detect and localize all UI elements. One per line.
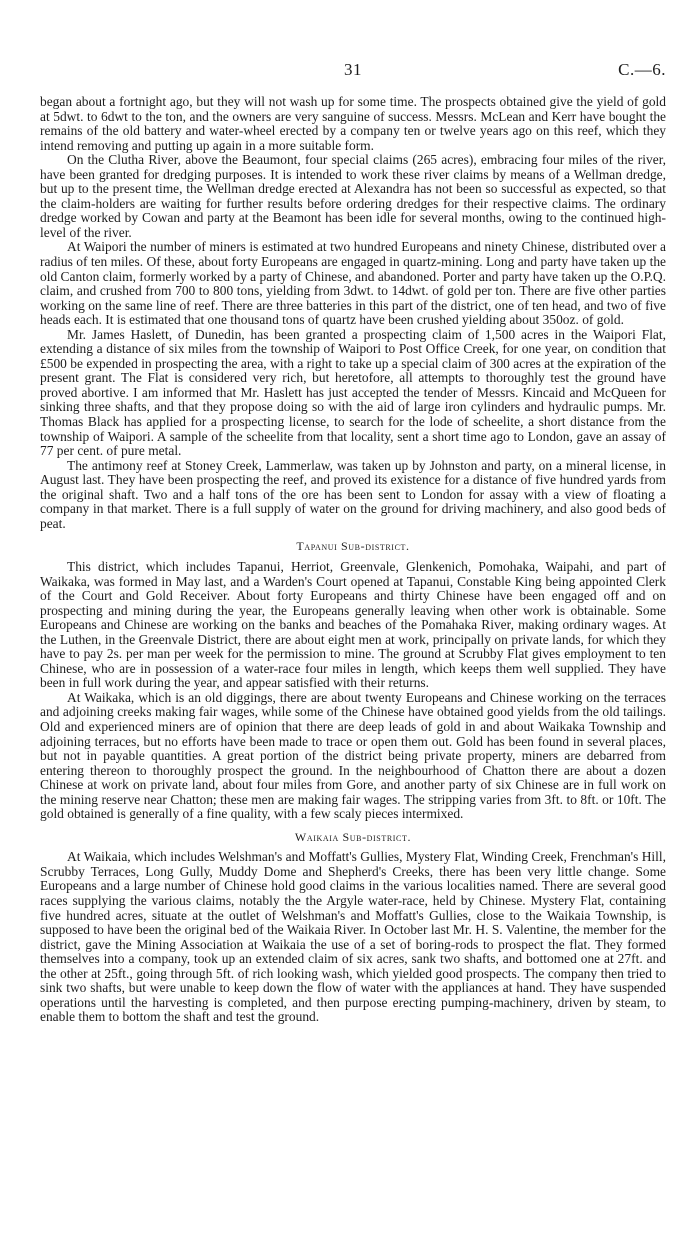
body-paragraph: At Waikaia, which includes Welshman's and Moffatt's Gullies, Mystery Flat, Winding Creek, Frenchman's Hill, Scrubby Terraces, Long Gully, Muddy Dome and Shepherd's Creeks, there has been very little change. Some Europeans and a large number of Chinese hold good claims in the various localities named. There are several good races supplying the various claims, notably the the Argyle water-race, held by Chinese. Mystery Flat, containing five hundred acres, situate at the outlet of Welshman's and Moffatt's Gullies, close to the Waikaia Township, is supposed to have been the original bed of the Waikaia River. In October last Mr. H. S. Valentine, the member for the district, gave the Mining Association at Waikaia the use of a set of boring-rods to prospect the flat. They formed themselves into a company, took up an extended claim of six acres, sank two shafts, and bottomed one at 27ft. and the other at 25ft., going through 5ft. of rich looking wash, which yielded good prospects. The company then tried to sink two shafts, but were unable to keep down the flow of water with the appliances at hand. They have suspended operations until the harvesting is completed, and then purpose erecting pumping-machinery, driven by steam, to enable them to bottom the shaft and test the ground. [40,849,666,1025]
body-paragraph: At Waikaka, which is an old diggings, there are about twenty Europeans and Chinese working on the terraces and adjoining creeks making fair wages, while some of the Chinese have obtained good yields from the old tailings. Old and experienced miners are of opinion that there are deep leads of gold in and about Waikaka Township and adjoining terraces, but no efforts have been made to trace or open them out. Gold has been found in several places, but not in payable quantities. A great portion of the district being private property, miners are debarred from entering thereon to thoroughly prospect the ground. In the neighbourhood of Chatton there are about a dozen Chinese at work on private land, about four miles from Gore, and another party of six Chinese are in full work on the mining reserve near Chatton; these men are making fair wages. The stripping varies from 3ft. to 8ft. or 10ft. The gold obtained is generally of a fine quality, with a few scaly pieces intermixed. [40,689,666,822]
page-body [40,95,666,1025]
document-reference: C.—6. [618,60,666,79]
body-paragraph: On the Clutha River, above the Beaumont, four special claims (265 acres), embracing four miles of the river, have been granted for dredging purposes. It is intended to work these river claims by means of a Wellman dredge, but up to the present time, the Wellman dredge erected at Alexandra has not been so successful as expected, so that the claim-holders are waiting for further results before ordering dredges for their respective claims. The ordinary dredge worked by Cowan and party at the Beamont has been idle for several months, owing to the continued high-level of the river. [40,152,666,240]
body-paragraph: At Waipori the number of miners is estimated at two hundred Europeans and ninety Chinese, distributed over a radius of ten miles. Of these, about forty Europeans are engaged in quartz-mining. Long and party have taken up the old Canton claim, formerly worked by a party of Chinese, and abandoned. Porter and party have taken up the O.P.Q. claim, and crushed from 700 to 800 tons, yielding from 3dwt. to 14dwt. of gold per ton. There are five other parties working on the same line of reef. There are three batteries in this part of the district, one of ten head, and two of five heads each. It is estimated that one thousand tons of quartz have been crushed yielding about 350oz. of gold. [40,239,666,328]
section-heading-waikaia: Waikaia Sub-district. [294,829,412,844]
section-heading-tapanui: Tapanui Sub-district. [296,539,410,554]
body-paragraph: Mr. James Haslett, of Dunedin, has been granted a prospecting claim of 1,500 acres in the Waipori Flat, extending a distance of six miles from the township of Waipori to Post Office Creek, for one year, on condition that £500 be expended in prospecting the area, with a right to take up a special claim of 300 acres at the expiration of the present grant. The Flat is considered very rich, but heretofore, all attempts to thoroughly test the ground have proved abortive. I am informed that Mr. Haslett has just accepted the tender of Messrs. Kincaid and McQueen for sinking three shafts, and that they propose doing so with the aid of large iron cylinders and hydraulic pumps. Mr. Thomas Black has applied for a prospecting license, to search for the lode of scheelite, a short distance from the township of Waipori. A sample of the scheelite from that locality, sent a short time ago to London, gave an assay of 77 per cent. of pure metal. [40,326,666,459]
body-paragraph: This district, which includes Tapanui, Herriot, Greenvale, Glenkenich, Pomohaka, Waipahi, and part of Waikaka, was formed in May last, and a Warden's Court opened at Tapanui, Constable King being appointed Clerk of the Court and Gold Receiver. About forty Europeans and thirty Chinese have been engaged off and on prospecting and mining during the year, the Europeans generally leaving when other work is obtainable. Some Europeans and Chinese are working on the banks and beaches of the Pomahaka River, making ordinary wages. At the Luthen, in the Greenvale District, there are about eight men at work, principally on private lands, for which they have to pay 2s. per man per week for the permission to mine. The ground at Scrubby Flat gives employment to ten Chinese, who are in possession of a water-race four miles in length, which keeps them well supplied. They have been in full work during the year, and appear satisfied with their returns. [40,558,666,691]
page-header [40,60,666,82]
page-number: 31 [344,60,362,79]
body-paragraph: The antimony reef at Stoney Creek, Lammerlaw, was taken up by Johnston and party, on a mineral license, in August last. They have been prospecting the reef, and proved its existence for a distance of five hundred yards from the original shaft. Two and a half tons of the ore has been sent to London for assay with a view of floating a company in that market. There is a full supply of water on the ground for driving machinery, and also good beds of peat. [40,457,666,531]
body-paragraph: began about a fortnight ago, but they will not wash up for some time. The prospects obtained give the yield of gold at 5dwt. to 6dwt to the ton, and the owners are very sanguine of success. Messrs. McLean and Kerr have bought the remains of the old battery and water-wheel erected by a company ten or twelve years ago on this reef, which they intend removing and putting up again in a more suitable form. [40,94,666,153]
